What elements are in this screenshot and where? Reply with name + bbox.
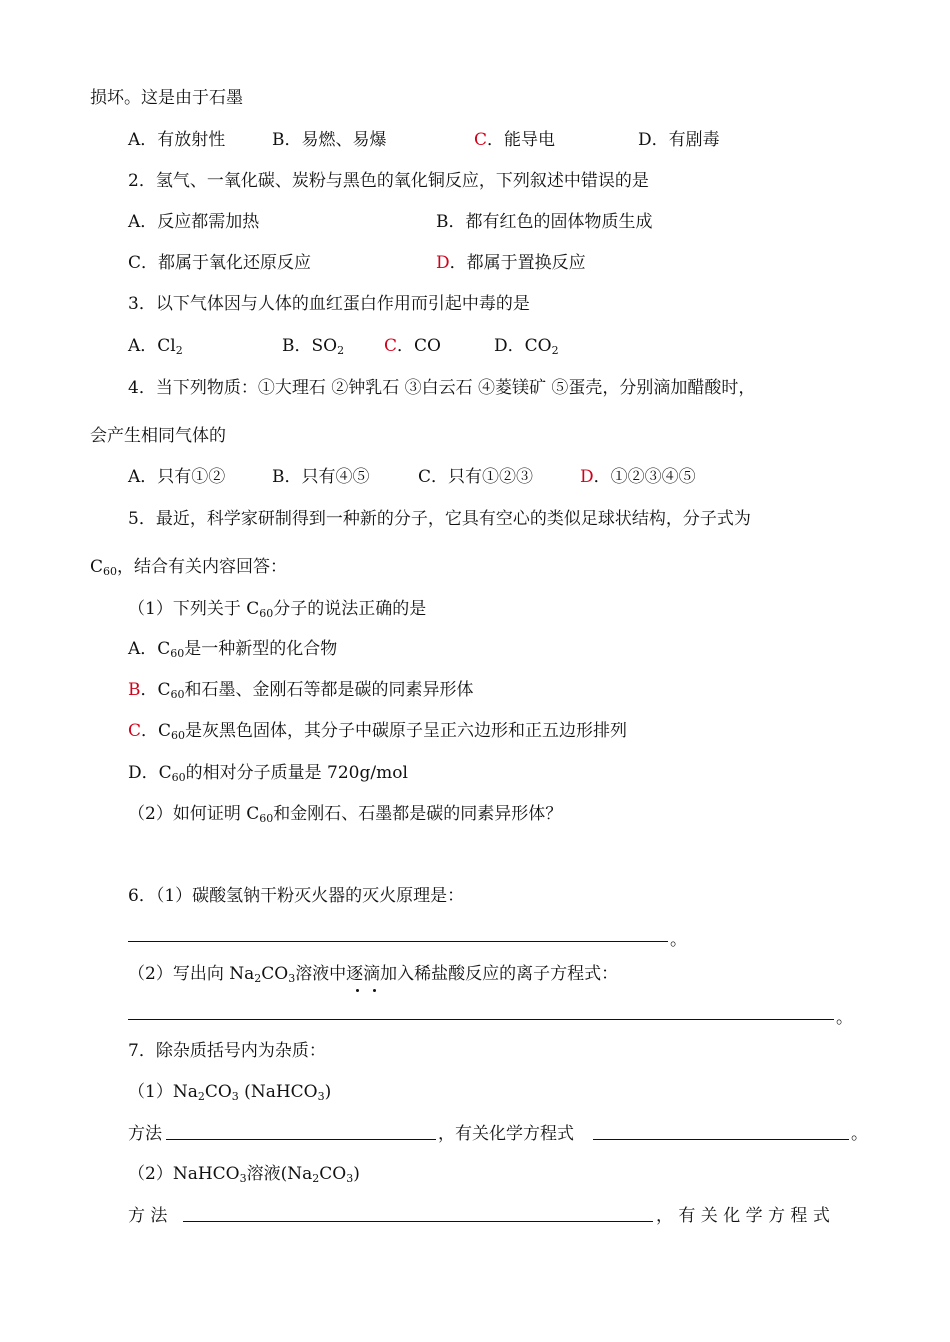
q2-option-d: D．都属于置换反应	[436, 253, 586, 273]
q5-part1: （1）下列关于 $C_{60}$分子的说法正确的是	[128, 599, 427, 620]
answer-blank-line[interactable]	[593, 1139, 849, 1140]
q5-option-d: D．$C_{60}$的相对分子质量是 720g/mol	[128, 763, 408, 784]
period: 。	[851, 1124, 868, 1144]
q7-part2: （2）NaHCO$_3$溶液$(Na_2CO_3)$	[128, 1164, 360, 1185]
q4-option-b: B．只有④⑤	[272, 467, 370, 487]
equation-label: ， 有 关 化 学 方 程 式	[656, 1206, 830, 1226]
equation-label: ，有关化学方程式	[438, 1124, 574, 1144]
answer-blank-line[interactable]	[128, 1019, 834, 1020]
answer-mark: D	[580, 467, 594, 487]
intro-text: 损坏。这是由于石墨	[90, 88, 243, 108]
q4-stem: 4．当下列物质：①大理石 ②钟乳石 ③白云石 ④菱镁矿 ⑤蛋壳，分别滴加醋酸时，	[128, 378, 756, 398]
answer-blank-line[interactable]	[166, 1139, 436, 1140]
emphasis-dot	[356, 989, 359, 992]
q7-part1: $(1)Na_2CO_3$ (NaHCO$_3$)	[128, 1082, 332, 1103]
answer-blank-line[interactable]	[128, 941, 668, 942]
answer-blank-line[interactable]	[183, 1221, 653, 1222]
q4-stem-cont: 会产生相同气体的	[90, 426, 226, 446]
q4-option-a: A．只有①②	[128, 467, 226, 487]
q2-stem: 2．氢气、一氧化碳、炭粉与黑色的氧化铜反应，下列叙述中错误的是	[128, 171, 649, 191]
q3-option-a: A．$Cl_2$	[128, 336, 183, 357]
answer-mark: B	[128, 680, 141, 700]
period: 。	[836, 1008, 853, 1028]
emphasis-dot	[373, 989, 376, 992]
q1-option-c: C．能导电	[474, 130, 556, 150]
q7-stem: 7．除杂质括号内为杂质：	[128, 1041, 326, 1061]
q5-option-a: A．$C_{60}$是一种新型的化合物	[128, 639, 338, 660]
q1-option-b: B．易燃、易爆	[272, 130, 387, 150]
q5-stem-cont: $C_{60}$，结合有关内容回答：	[90, 557, 288, 578]
q3-option-c: C．CO	[384, 336, 441, 356]
answer-mark: C	[128, 721, 142, 741]
q4-option-c: C．只有①②③	[418, 467, 534, 487]
q6-part2: （2）写出向 $Na_2CO_3$溶液中逐滴加入稀盐酸反应的离子方程式：	[128, 964, 619, 985]
q6-stem: 6．（1）碳酸氢钠干粉灭火器的灭火原理是：	[128, 886, 465, 906]
period: 。	[670, 930, 687, 950]
method-label: 方 法	[128, 1206, 168, 1226]
q5-stem: 5．最近，科学家研制得到一种新的分子，它具有空心的类似足球状结构，分子式为	[128, 509, 751, 529]
q5-option-b: B．$C_{60}$和石墨、金刚石等都是碳的同素异形体	[128, 680, 474, 701]
answer-mark: C	[384, 336, 398, 356]
q5-part2: （2）如何证明 $C_{60}$和金刚石、石墨都是碳的同素异形体？	[128, 804, 563, 825]
q5-option-c: C．$C_{60}$是灰黑色固体，其分子中碳原子呈正六边形和正五边形排列	[128, 721, 628, 742]
q2-option-b: B．都有红色的固体物质生成	[436, 212, 653, 232]
method-label: 方法	[128, 1124, 162, 1144]
q4-option-d: D．①②③④⑤	[580, 467, 696, 487]
q2-option-c: C．都属于氧化还原反应	[128, 253, 312, 273]
answer-mark: C	[474, 130, 488, 150]
q3-option-d: D．$CO_2$	[494, 336, 559, 357]
q1-option-d: D．有剧毒	[638, 130, 720, 150]
q2-option-a: A．反应都需加热	[128, 212, 260, 232]
q1-option-a: A．有放射性	[128, 130, 226, 150]
answer-mark: D	[436, 253, 450, 273]
q3-stem: 3．以下气体因与人体的血红蛋白作用而引起中毒的是	[128, 294, 530, 314]
q3-option-b: B．$SO_2$	[282, 336, 345, 357]
